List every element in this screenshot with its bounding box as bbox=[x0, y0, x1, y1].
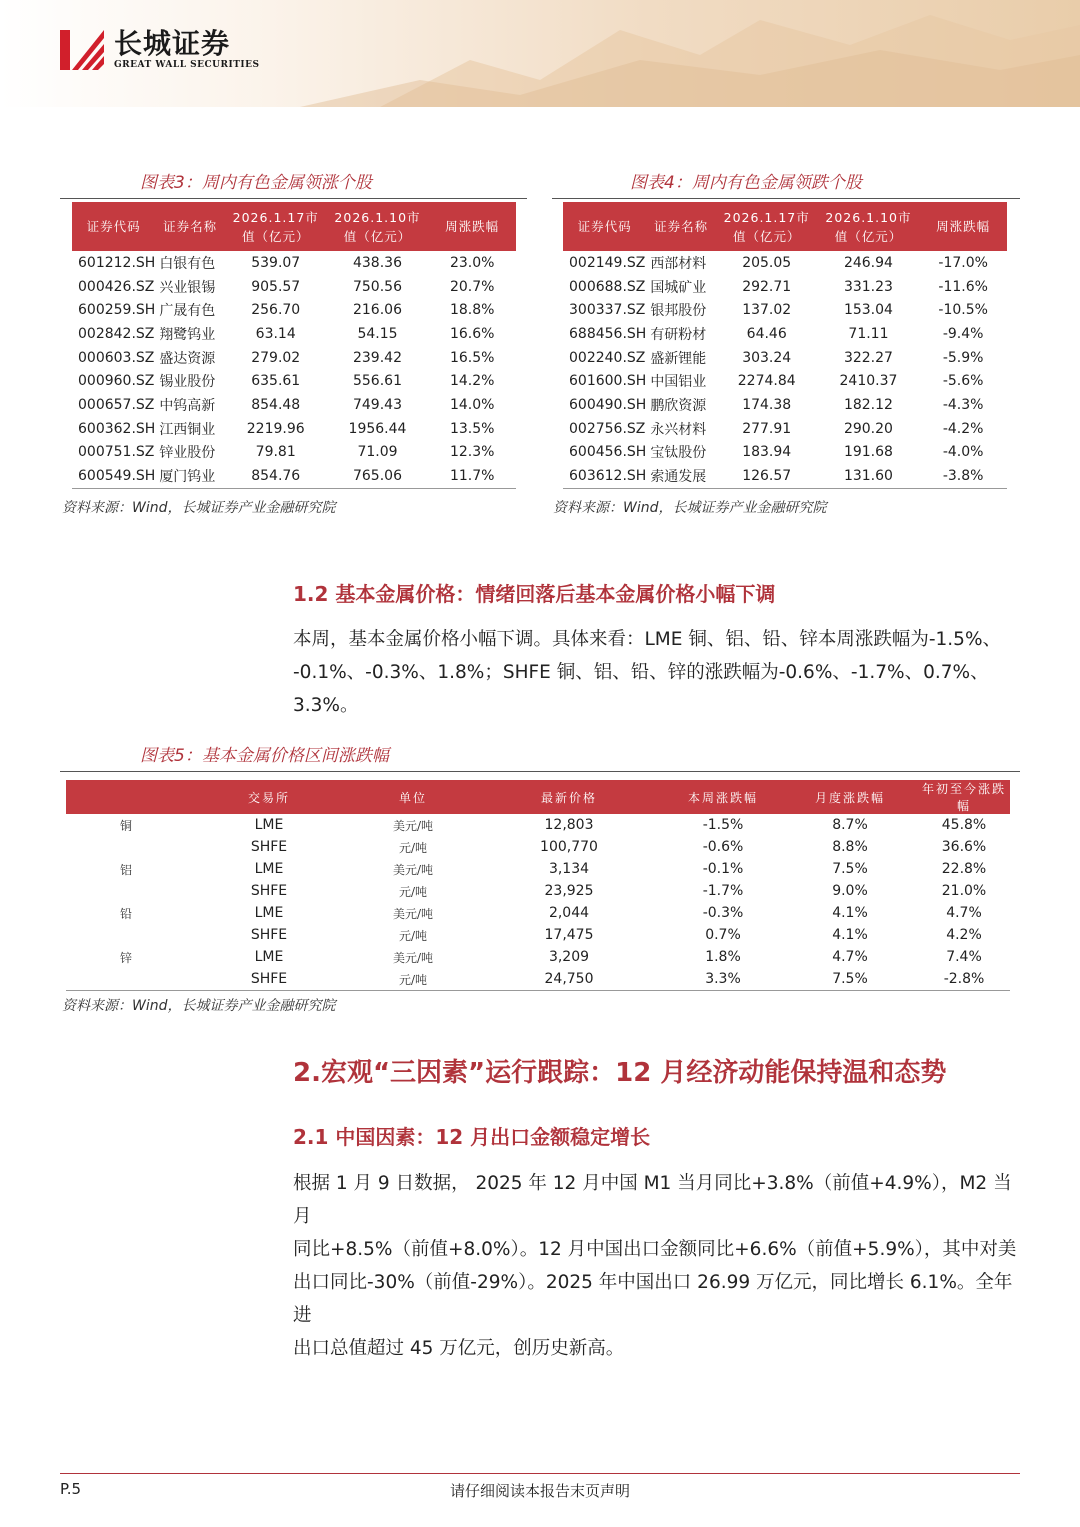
fig5-source: 资料来源：Wind，长城证券产业金融研究院 bbox=[62, 998, 336, 1014]
table-cell: 8.8% bbox=[832, 839, 868, 855]
table-cell: 63.14 bbox=[255, 325, 296, 342]
table-cell: 183.94 bbox=[742, 444, 792, 461]
table-cell: 277.91 bbox=[742, 420, 792, 437]
paragraph-line: 本周，基本金属价格小幅下调。具体来看：LME 铜、铝、铅、锌本周涨跌幅为-1.5%、 bbox=[293, 629, 1002, 650]
paragraph-line: 出口同比-30%（前值-29%）。2025 年中国出口 26.99 万亿元，同比增长 6.1%。全年进 bbox=[293, 1272, 1013, 1326]
column-header: 本周涨跌幅 bbox=[664, 780, 782, 814]
table-cell: 11.7% bbox=[428, 464, 516, 488]
table-cell: 600259.SH bbox=[78, 302, 156, 319]
table-cell: SHFE bbox=[250, 883, 288, 899]
table-row bbox=[563, 298, 1007, 322]
table-cell: -1.7% bbox=[702, 883, 744, 899]
table-cell: 美元/吨 bbox=[392, 950, 434, 965]
section-1-2-heading: 1.2 基本金属价格：情绪回落后基本金属价格小幅下调 bbox=[293, 582, 776, 606]
table-cell: 002756.SZ bbox=[569, 420, 646, 437]
table-cell: 2410.37 bbox=[839, 373, 898, 390]
table-cell: -0.1% bbox=[702, 861, 744, 877]
table-cell: 宝钛股份 bbox=[650, 445, 707, 462]
table-cell: 601600.SH bbox=[569, 373, 647, 390]
table-cell: 24,750 bbox=[474, 968, 664, 991]
table-row bbox=[66, 924, 1010, 946]
table-row bbox=[72, 346, 516, 370]
paragraph-line: 出口总值超过 45 万亿元，创历史新高。 bbox=[293, 1338, 625, 1359]
table-cell: 鹏欣资源 bbox=[650, 397, 707, 414]
table-cell: 290.20 bbox=[843, 420, 893, 437]
table-cell: 556.61 bbox=[352, 373, 402, 390]
table-cell: 12.3% bbox=[449, 444, 495, 461]
table-header-row bbox=[563, 202, 1007, 251]
table-cell: 000960.SZ bbox=[78, 373, 155, 390]
table-cell: 锡业股份 bbox=[159, 374, 216, 391]
column-header: 月度涨跌幅 bbox=[782, 780, 918, 814]
table-cell: -0.6% bbox=[702, 839, 744, 855]
great-wall-securities-logo-icon bbox=[60, 26, 106, 72]
table-cell: LME bbox=[254, 905, 284, 921]
table-cell: 中钨高新 bbox=[159, 397, 216, 414]
table-cell: 盛达资源 bbox=[159, 350, 216, 367]
table-cell: 000426.SZ bbox=[78, 278, 155, 295]
table-cell: -5.6% bbox=[942, 373, 984, 390]
table-cell: 137.02 bbox=[742, 302, 792, 319]
table-cell: 7.4% bbox=[946, 949, 982, 965]
table-cell: 美元/吨 bbox=[392, 906, 434, 921]
table-cell: 2,044 bbox=[548, 905, 590, 921]
table-cell: 256.70 bbox=[251, 302, 301, 319]
table-cell: SHFE bbox=[250, 839, 288, 855]
table-cell: 4.1% bbox=[832, 905, 868, 921]
table-cell: 23.0% bbox=[449, 254, 495, 271]
table-cell: 3,209 bbox=[548, 949, 590, 965]
table-cell: 索通发展 bbox=[646, 464, 716, 488]
table-cell: LME bbox=[254, 949, 284, 965]
table-cell: -4.0% bbox=[942, 444, 984, 461]
table-cell: 20.7% bbox=[449, 278, 495, 295]
column-header: 单位 bbox=[352, 780, 474, 814]
table-cell bbox=[66, 924, 186, 946]
column-header: 2026.1.10市值（亿元） bbox=[818, 202, 920, 251]
table-cell: 174.38 bbox=[742, 396, 792, 413]
table-cell: -2.8% bbox=[918, 968, 1010, 991]
table-row bbox=[72, 417, 516, 441]
table-cell bbox=[66, 968, 186, 991]
table-cell: 18.8% bbox=[449, 302, 495, 319]
footer-rule bbox=[60, 1473, 1020, 1474]
logo-english-name: GREAT WALL SECURITIES bbox=[114, 60, 260, 70]
table-cell: 600490.SH bbox=[569, 396, 647, 413]
table-row bbox=[563, 369, 1007, 393]
table-cell: 002240.SZ bbox=[569, 349, 646, 366]
table-row bbox=[66, 836, 1010, 858]
table-cell: 71.11 bbox=[848, 325, 889, 342]
table-row bbox=[72, 441, 516, 465]
table-cell: 601212.SH bbox=[78, 254, 156, 271]
table-cell: 4.7% bbox=[832, 949, 868, 965]
table-cell: 有研粉材 bbox=[650, 326, 707, 343]
table-cell: 205.05 bbox=[742, 254, 792, 271]
table-cell: 永兴材料 bbox=[650, 421, 707, 438]
table-cell: 246.94 bbox=[843, 254, 893, 271]
table-cell: 126.57 bbox=[716, 464, 818, 488]
table-row bbox=[66, 968, 1010, 991]
table-cell: 216.06 bbox=[352, 302, 402, 319]
table-cell: 16.6% bbox=[449, 325, 495, 342]
table-cell: 71.09 bbox=[357, 444, 398, 461]
table-cell: -9.4% bbox=[942, 325, 984, 342]
table-cell: 21.0% bbox=[941, 883, 987, 899]
table-cell: 36.6% bbox=[941, 839, 987, 855]
table-row bbox=[563, 275, 1007, 299]
column-header: 交易所 bbox=[186, 780, 352, 814]
table-cell: -0.3% bbox=[702, 905, 744, 921]
table-cell: 854.48 bbox=[251, 396, 301, 413]
column-header: 证券名称 bbox=[646, 202, 716, 251]
table-cell: 9.0% bbox=[832, 883, 868, 899]
column-header: 2026.1.10市值（亿元） bbox=[327, 202, 429, 251]
table-cell: 8.7% bbox=[832, 817, 868, 833]
table-cell: 000657.SZ bbox=[78, 396, 155, 413]
table-cell: 兴业银锡 bbox=[159, 279, 216, 296]
column-header: 2026.1.17市值（亿元） bbox=[716, 202, 818, 251]
table-cell: 100,770 bbox=[540, 839, 598, 855]
table-cell: 1.8% bbox=[705, 949, 741, 965]
table-cell: -1.5% bbox=[702, 817, 744, 833]
table-cell: 盛新锂能 bbox=[650, 350, 707, 367]
table-cell: 600549.SH bbox=[72, 464, 155, 488]
table-cell: 厦门钨业 bbox=[155, 464, 225, 488]
table-cell: 603612.SH bbox=[563, 464, 646, 488]
table-cell: 765.06 bbox=[327, 464, 429, 488]
table-cell: 2219.96 bbox=[246, 420, 305, 437]
table-cell: 854.76 bbox=[225, 464, 327, 488]
table-cell: 元/吨 bbox=[398, 884, 428, 899]
table-row bbox=[66, 946, 1010, 968]
table-cell: 4.2% bbox=[946, 927, 982, 943]
section-2-heading: 2.宏观“三因素”运行跟踪：12 月经济动能保持温和态势 bbox=[293, 1058, 947, 1088]
table-cell: 600362.SH bbox=[78, 420, 156, 437]
column-header: 最新价格 bbox=[474, 780, 664, 814]
table-cell: 16.5% bbox=[449, 349, 495, 366]
paragraph-line: 根据 1 月 9 日数据， 2025 年 12 月中国 M1 当月同比+3.8%（前值+4.9%），M2 当月 bbox=[293, 1173, 1012, 1227]
table-cell: 3,134 bbox=[548, 861, 590, 877]
table-cell: SHFE bbox=[186, 968, 352, 991]
table-cell bbox=[66, 880, 186, 902]
table-cell: 539.07 bbox=[251, 254, 301, 271]
table-row bbox=[66, 814, 1010, 836]
table-cell: 131.60 bbox=[818, 464, 920, 488]
table-cell: 191.68 bbox=[843, 444, 893, 461]
table-row bbox=[72, 464, 516, 488]
table-cell: 西部材料 bbox=[650, 255, 707, 272]
table-header-row bbox=[72, 202, 516, 251]
table-row bbox=[66, 902, 1010, 924]
table-row bbox=[563, 417, 1007, 441]
section-2-1-paragraph bbox=[293, 1167, 1023, 1365]
table-cell: 000751.SZ bbox=[78, 444, 155, 461]
table-cell: -11.6% bbox=[938, 278, 988, 295]
table-cell: 12,803 bbox=[544, 817, 594, 833]
table-cell: 广晟有色 bbox=[159, 303, 216, 320]
table-cell: 600456.SH bbox=[569, 444, 647, 461]
table-row bbox=[72, 393, 516, 417]
table-cell: 翔鹭钨业 bbox=[159, 326, 216, 343]
table-cell: SHFE bbox=[250, 927, 288, 943]
table-cell: 江西铜业 bbox=[159, 421, 216, 438]
table-cell: 64.46 bbox=[746, 325, 787, 342]
table-row bbox=[72, 275, 516, 299]
column-header bbox=[66, 780, 186, 814]
table-cell: 635.61 bbox=[251, 373, 301, 390]
table-row bbox=[72, 322, 516, 346]
table-cell bbox=[66, 836, 186, 858]
table-cell: 905.57 bbox=[251, 278, 301, 295]
table-cell: 0.7% bbox=[705, 927, 741, 943]
table-header-row bbox=[66, 780, 1010, 814]
table-cell: 17,475 bbox=[544, 927, 594, 943]
table-row bbox=[563, 251, 1007, 275]
fig3-table bbox=[72, 202, 516, 489]
column-header: 周涨跌幅 bbox=[428, 202, 516, 251]
table-cell: 292.71 bbox=[742, 278, 792, 295]
table-row bbox=[563, 464, 1007, 488]
table-cell: 000688.SZ bbox=[569, 278, 646, 295]
section-2-1-heading: 2.1 中国因素：12 月出口金额稳定增长 bbox=[293, 1125, 651, 1149]
table-cell: 279.02 bbox=[251, 349, 301, 366]
table-cell: -17.0% bbox=[938, 254, 988, 271]
table-cell: -5.9% bbox=[942, 349, 984, 366]
table-cell: 331.23 bbox=[843, 278, 893, 295]
table-cell: 002842.SZ bbox=[78, 325, 155, 342]
table-cell: 153.04 bbox=[843, 302, 893, 319]
table-row bbox=[72, 298, 516, 322]
table-cell: 银邦股份 bbox=[650, 303, 707, 320]
fig5-top-rule bbox=[60, 771, 1020, 772]
table-cell: LME bbox=[254, 817, 284, 833]
table-cell: 300337.SZ bbox=[569, 302, 646, 319]
company-logo bbox=[60, 26, 259, 72]
fig5-table bbox=[66, 780, 1010, 991]
fig4-source: 资料来源：Wind，长城证券产业金融研究院 bbox=[553, 500, 827, 516]
table-row bbox=[66, 858, 1010, 880]
column-header: 周涨跌幅 bbox=[919, 202, 1007, 251]
table-cell: 45.8% bbox=[941, 817, 987, 833]
table-cell: 79.81 bbox=[255, 444, 296, 461]
table-cell: 元/吨 bbox=[398, 840, 428, 855]
fig4-table bbox=[563, 202, 1007, 489]
fig3-source: 资料来源：Wind，长城证券产业金融研究院 bbox=[62, 500, 336, 516]
table-cell: 322.27 bbox=[843, 349, 893, 366]
table-cell: 美元/吨 bbox=[392, 818, 434, 833]
table-cell: 国城矿业 bbox=[650, 279, 707, 296]
table-cell: 3.3% bbox=[664, 968, 782, 991]
fig3-title: 图表3：周内有色金属领涨个股 bbox=[140, 173, 372, 193]
table-cell: 锌 bbox=[119, 950, 132, 965]
fig5-title: 图表5：基本金属价格区间涨跌幅 bbox=[140, 746, 389, 766]
table-cell: 438.36 bbox=[352, 254, 402, 271]
table-cell: 锌业股份 bbox=[159, 445, 216, 462]
column-header: 年初至今涨跌幅 bbox=[918, 780, 1010, 814]
table-cell: -10.5% bbox=[938, 302, 988, 319]
table-cell: 铅 bbox=[119, 906, 132, 921]
table-cell: 铝 bbox=[119, 862, 132, 877]
table-cell: 7.5% bbox=[832, 861, 868, 877]
table-cell: 4.1% bbox=[832, 927, 868, 943]
table-cell: 14.2% bbox=[449, 373, 495, 390]
table-cell: 239.42 bbox=[352, 349, 402, 366]
table-cell: 中国铝业 bbox=[650, 374, 707, 391]
table-cell: -4.2% bbox=[942, 420, 984, 437]
table-cell: 4.7% bbox=[946, 905, 982, 921]
table-cell: 2274.84 bbox=[737, 373, 796, 390]
table-row bbox=[563, 322, 1007, 346]
column-header: 2026.1.17市值（亿元） bbox=[225, 202, 327, 251]
table-row bbox=[72, 251, 516, 275]
table-cell: 182.12 bbox=[843, 396, 893, 413]
table-cell: 000603.SZ bbox=[78, 349, 155, 366]
table-row bbox=[72, 369, 516, 393]
table-cell: -4.3% bbox=[942, 396, 984, 413]
table-cell: -3.8% bbox=[919, 464, 1007, 488]
table-cell: LME bbox=[254, 861, 284, 877]
table-cell: 54.15 bbox=[357, 325, 398, 342]
table-cell: 铜 bbox=[119, 818, 132, 833]
table-cell: 688456.SH bbox=[569, 325, 647, 342]
table-cell: 22.8% bbox=[941, 861, 987, 877]
footer-disclaimer: 请仔细阅读本报告末页声明 bbox=[449, 1482, 630, 1500]
table-cell: 元/吨 bbox=[398, 928, 428, 943]
table-cell: 元/吨 bbox=[352, 968, 474, 991]
section-1-2-paragraph bbox=[293, 623, 1023, 722]
table-cell: 白银有色 bbox=[159, 255, 216, 272]
column-header: 证券名称 bbox=[155, 202, 225, 251]
header-banner bbox=[0, 0, 1080, 107]
paragraph-line: -0.1%、-0.3%、1.8%；SHFE 铜、铝、铅、锌的涨跌幅为-0.6%、-1.7%、0.7%、3.3%。 bbox=[293, 662, 989, 716]
fig4-top-rule bbox=[552, 198, 1020, 199]
table-cell: 14.0% bbox=[449, 396, 495, 413]
logo-chinese-name: 长城证券 bbox=[114, 27, 231, 60]
table-cell: 7.5% bbox=[782, 968, 918, 991]
table-cell: 303.24 bbox=[742, 349, 792, 366]
fig4-title: 图表4：周内有色金属领跌个股 bbox=[630, 173, 862, 193]
table-row bbox=[563, 346, 1007, 370]
column-header: 证券代码 bbox=[72, 202, 155, 251]
table-row bbox=[66, 880, 1010, 902]
table-cell: 749.43 bbox=[352, 396, 402, 413]
table-cell: 750.56 bbox=[352, 278, 402, 295]
page-number: P.5 bbox=[60, 1480, 82, 1498]
column-header: 证券代码 bbox=[563, 202, 646, 251]
table-row bbox=[563, 393, 1007, 417]
table-row bbox=[563, 441, 1007, 465]
table-cell: 13.5% bbox=[449, 420, 495, 437]
table-cell: 23,925 bbox=[544, 883, 594, 899]
paragraph-line: 同比+8.5%（前值+8.0%）。12 月中国出口金额同比+6.6%（前值+5.9%），其中对美 bbox=[293, 1239, 1017, 1260]
fig3-top-rule bbox=[60, 198, 527, 199]
table-cell: 美元/吨 bbox=[392, 862, 434, 877]
table-cell: 002149.SZ bbox=[569, 254, 646, 271]
table-cell: 1956.44 bbox=[348, 420, 407, 437]
